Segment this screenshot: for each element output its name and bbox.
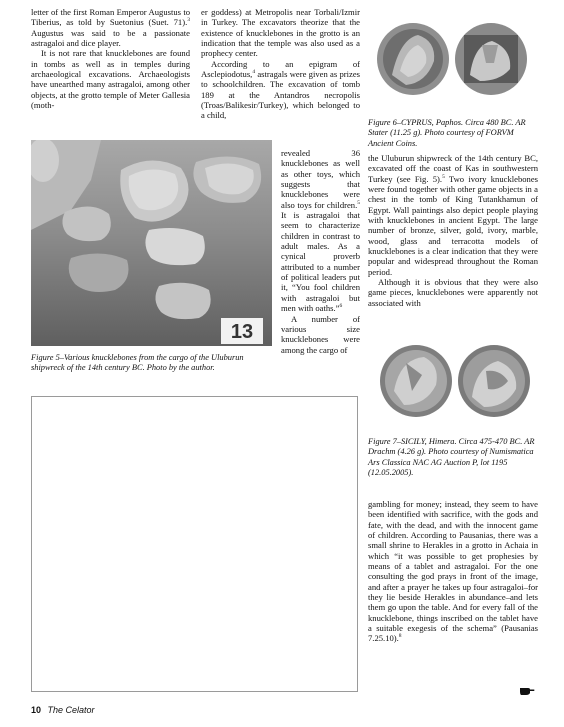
figure7-coins: [368, 333, 540, 428]
figure6-caption: Figure 6–CYPRUS, Paphos. Circa 480 BC. AR Stater (11.25 g). Photo courtesy of FORVM Ancient Coins.: [368, 118, 526, 148]
page-number: 10: [31, 705, 42, 715]
figure7-caption: Figure 7–SICILY, Himera. Circa 475-470 BC. AR Drachm (4.26 g). Photo courtesy of Numismatica Ars Classica NAC AG Auction P, lot 1195 (12.05.2005).: [368, 437, 535, 478]
column3-text: the Uluburun shipwreck of the 14th century BC, excavated off the coast of Kas in southwestern Turkey (see Fig. 5).$^5$ Two ivory knucklebones were found together with other game objects in a chest in the tomb of King Tutankhamun of Egypt. Wall paintings also depict people playing with knucklebones in ancient Egypt. The large number of bronze, silver, gold, ivory, marble, wood, glass and terracotta models of knucklebones is a clear indication that they were popular and widespread throughout the Roman period. Although it is obvious that they were also game pieces, knucklebones were apparently not associated with: [368, 153, 538, 308]
cyprus-stater-coins-image: [370, 5, 535, 112]
pointing-hand-icon: [519, 683, 535, 695]
knucklebones-image: [31, 140, 272, 346]
figure6-coins: [370, 5, 535, 112]
blank-figure-area: [31, 396, 358, 692]
sicily-drachm-coins-image: [368, 333, 540, 428]
figure5-caption: Figure 5–Various knucklebones from the cargo of the Uluburun shipwreck of the 14th century BC. Photo by the author.: [31, 353, 244, 373]
page-footer: [31, 705, 95, 715]
column3-bottom-text: gambling for money; instead, they seem to have been identified with sacrifice, with the gods and fate, with the dead, and with the innocent game of children. According to Pausanias, there was a small shrine to Herakles in a grotto in Achaia in which “it was possible to get prophesies by means of a tablet and astragaloi. For the one consulting the god prays in front of the image, and after a prayer he takes up four astragaloi–for they lie beside Herakles in abundance–and lets them go upon the table. And for every fall of the knucklebone, things inscribed on the tablet have a suitable exegesis of the schema” (Pausanias 7.25.10).$^8$: [368, 499, 538, 644]
column2-narrow-text: revealed 36 knucklebones as well as other toys, which suggests that knucklebones were also toys for children.$^5$ It is astragaloi that seem to characterize children in contrast to adult males. As a cynical proverb attributed to a number of political leaders put it, “You fool children with astragaloi but men with oaths.”$^6$ A number of various size knucklebones were among the cargo of: [281, 148, 360, 355]
publication-name: The Celator: [47, 705, 95, 715]
photo-number-label: 13: [230, 321, 254, 343]
figure5-photo: [31, 140, 272, 346]
column1-text: letter of the first Roman Emperor Augustus to Tiberius, as told by Suetonius (Suet. 71).$^3$ Augustus was said to be a passionate astragaloi and dice player. It is not rare that knucklebones are found in tombs as well as in temples during archaeological excavations. Archaeologists have unearthed many astragaloi, among other objects, at the grotto temple of Meter Gallesia (moth-: [31, 7, 190, 111]
column2-text: er goddess) at Metropolis near Torbali/Izmir in Turkey. The excavators theorize that the existence of knucklebones in the grotto is an indication that the temple was also used as a prophecy center. According to an epigram of Asclepiodotus,$^4$ astragals were given as prizes to schoolchildren. The excavation of tomb 189 at the Antandros necropolis (Troas/Balikesir/Turkey), which belonged to a child,: [201, 7, 360, 121]
